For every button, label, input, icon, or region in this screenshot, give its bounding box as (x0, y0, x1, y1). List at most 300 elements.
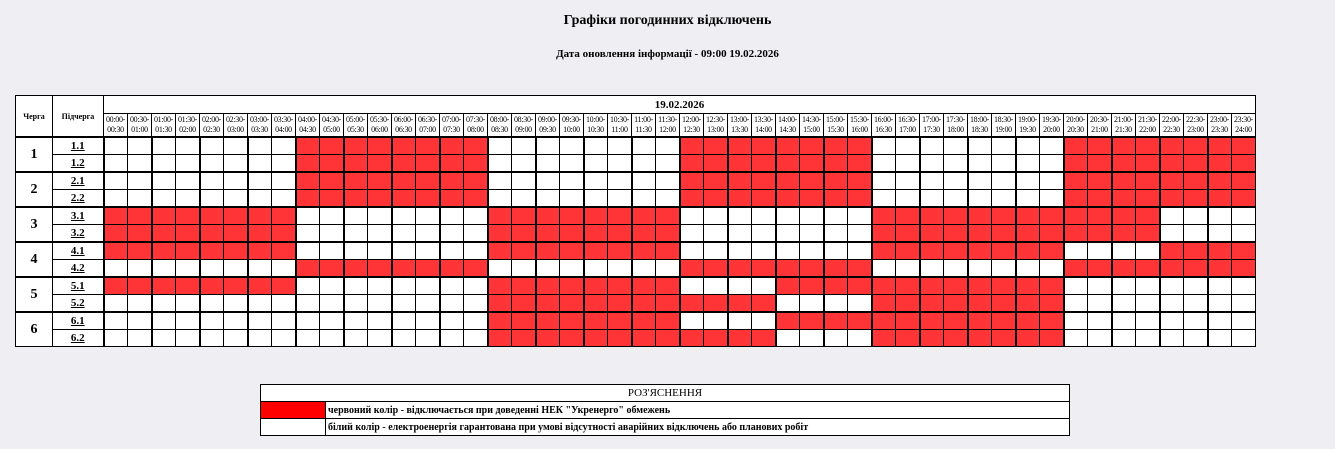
table-row (16, 330, 1256, 347)
outage-cell (272, 207, 296, 225)
outage-cell (1112, 172, 1136, 190)
outage-cell (776, 260, 800, 278)
legend-row-red (261, 402, 1070, 419)
outage-cell (1040, 277, 1064, 295)
time-slot-start: 00:30- (129, 115, 150, 124)
power-cell (656, 260, 680, 278)
outage-cell (320, 172, 344, 190)
power-cell (344, 330, 368, 347)
power-cell (944, 172, 968, 190)
subqueue-link[interactable]: 5.2 (53, 295, 104, 313)
power-cell (464, 295, 488, 313)
power-cell (392, 242, 416, 260)
power-cell (1160, 277, 1184, 295)
outage-cell (728, 155, 752, 173)
outage-cell (152, 277, 176, 295)
power-cell (536, 260, 560, 278)
time-slot-start: 16:30- (897, 115, 918, 124)
time-slot-end: 14:00 (755, 125, 772, 134)
subqueue-link[interactable]: 3.2 (53, 225, 104, 243)
outage-cell (512, 330, 536, 347)
time-slot-header (464, 114, 488, 138)
outage-cell (392, 190, 416, 208)
power-cell (560, 172, 584, 190)
outage-cell (272, 225, 296, 243)
power-cell (1136, 330, 1160, 347)
power-cell (368, 330, 392, 347)
outage-cell (272, 277, 296, 295)
outage-cell (872, 207, 896, 225)
power-cell (584, 190, 608, 208)
power-cell (104, 312, 128, 330)
time-slot-end: 02:30 (203, 125, 220, 134)
subqueue-link[interactable]: 4.1 (53, 242, 104, 260)
time-slot-end: 23:30 (1211, 125, 1228, 134)
power-cell (416, 330, 440, 347)
subqueue-link[interactable]: 2.1 (53, 172, 104, 190)
power-cell (272, 172, 296, 190)
outage-cell (848, 260, 872, 278)
power-cell (272, 155, 296, 173)
outage-cell (896, 312, 920, 330)
subqueue-link[interactable]: 2.2 (53, 190, 104, 208)
outage-cell (392, 260, 416, 278)
outage-cell (584, 225, 608, 243)
power-cell (320, 312, 344, 330)
power-cell (608, 190, 632, 208)
power-cell (1112, 277, 1136, 295)
power-cell (752, 207, 776, 225)
time-slot-end: 17:00 (899, 125, 916, 134)
time-slot-start: 09:00- (537, 115, 558, 124)
outage-cell (296, 172, 320, 190)
time-slot-end: 20:30 (1067, 125, 1084, 134)
outage-cell (1064, 172, 1088, 190)
power-cell (248, 190, 272, 208)
outage-cell (536, 277, 560, 295)
power-cell (584, 155, 608, 173)
time-slot-header (752, 114, 776, 138)
time-slot-start: 12:30- (705, 115, 726, 124)
outage-cell (1088, 207, 1112, 225)
outage-cell (1184, 137, 1208, 155)
outage-cell (680, 295, 704, 313)
time-slot-header (632, 114, 656, 138)
outage-cell (920, 225, 944, 243)
power-cell (824, 295, 848, 313)
time-slot-header (536, 114, 560, 138)
time-slot-header (200, 114, 224, 138)
time-slot-end: 03:00 (227, 125, 244, 134)
time-slot-start: 19:30- (1041, 115, 1062, 124)
power-cell (392, 277, 416, 295)
outage-cell (128, 225, 152, 243)
outage-cell (632, 312, 656, 330)
outage-cell (944, 225, 968, 243)
power-cell (224, 330, 248, 347)
outage-cell (1064, 207, 1088, 225)
outage-cell (536, 242, 560, 260)
outage-cell (992, 277, 1016, 295)
outage-cell (944, 242, 968, 260)
power-cell (200, 137, 224, 155)
outage-cell (1136, 137, 1160, 155)
outage-cell (1088, 155, 1112, 173)
outage-cell (1112, 260, 1136, 278)
power-cell (488, 260, 512, 278)
outage-cell (656, 295, 680, 313)
power-cell (176, 295, 200, 313)
power-cell (1208, 330, 1232, 347)
power-cell (440, 242, 464, 260)
time-slot-end: 01:30 (155, 125, 172, 134)
power-cell (920, 172, 944, 190)
time-slot-end: 12:30 (683, 125, 700, 134)
outage-cell (968, 330, 992, 347)
outage-cell (584, 312, 608, 330)
outage-cell (560, 242, 584, 260)
outage-cell (656, 330, 680, 347)
power-cell (632, 155, 656, 173)
power-cell (848, 295, 872, 313)
header-row-date (16, 96, 1256, 114)
legend-header-row (261, 385, 1070, 402)
outage-cell (1136, 225, 1160, 243)
power-cell (224, 312, 248, 330)
outage-cell (1208, 260, 1232, 278)
outage-cell (608, 277, 632, 295)
outage-cell (1136, 172, 1160, 190)
outage-cell (488, 207, 512, 225)
outage-cell (968, 242, 992, 260)
power-cell (968, 137, 992, 155)
power-cell (152, 260, 176, 278)
power-cell (560, 190, 584, 208)
subqueue-link[interactable]: 6.1 (53, 312, 104, 330)
outage-cell (200, 207, 224, 225)
outage-cell (968, 295, 992, 313)
power-cell (1040, 190, 1064, 208)
outage-cell (800, 172, 824, 190)
power-cell (968, 172, 992, 190)
subqueue-link[interactable]: 6.2 (53, 330, 104, 347)
power-cell (440, 295, 464, 313)
power-cell (1184, 277, 1208, 295)
subqueue-link[interactable]: 3.1 (53, 207, 104, 225)
outage-cell (224, 242, 248, 260)
outage-cell (200, 225, 224, 243)
time-slot-start: 22:00- (1161, 115, 1182, 124)
power-cell (128, 330, 152, 347)
power-cell (344, 312, 368, 330)
header-subqueue: Підчерга (53, 96, 104, 138)
power-cell (1088, 312, 1112, 330)
outage-cell (896, 277, 920, 295)
power-cell (872, 190, 896, 208)
power-cell (920, 155, 944, 173)
outage-cell (416, 190, 440, 208)
time-slot-header (1184, 114, 1208, 138)
subqueue-link[interactable]: 4.2 (53, 260, 104, 278)
time-slot-start: 11:30- (658, 115, 677, 124)
power-cell (896, 172, 920, 190)
outage-cell (536, 295, 560, 313)
time-slot-header (872, 114, 896, 138)
outage-cell (608, 295, 632, 313)
power-cell (104, 295, 128, 313)
power-cell (1232, 225, 1256, 243)
power-cell (368, 295, 392, 313)
outage-cell (464, 190, 488, 208)
outage-cell (1232, 190, 1256, 208)
power-cell (488, 172, 512, 190)
outage-cell (944, 207, 968, 225)
time-slot-header (1016, 114, 1040, 138)
outage-cell (1184, 260, 1208, 278)
time-slot-end: 00:30 (107, 125, 124, 134)
power-cell (272, 190, 296, 208)
outage-cell (560, 225, 584, 243)
power-cell (704, 242, 728, 260)
power-cell (248, 312, 272, 330)
time-slot-header (680, 114, 704, 138)
outage-cell (800, 260, 824, 278)
header-queue: Черга (16, 96, 53, 138)
power-cell (944, 190, 968, 208)
outage-cell (344, 172, 368, 190)
power-cell (272, 330, 296, 347)
outage-cell (464, 260, 488, 278)
power-cell (536, 137, 560, 155)
power-cell (248, 295, 272, 313)
outage-cell (128, 242, 152, 260)
power-cell (104, 137, 128, 155)
outage-cell (776, 172, 800, 190)
power-cell (416, 207, 440, 225)
time-slot-start: 06:00- (393, 115, 414, 124)
power-cell (1184, 312, 1208, 330)
power-cell (488, 155, 512, 173)
power-cell (176, 137, 200, 155)
time-slot-header (512, 114, 536, 138)
outage-cell (1208, 190, 1232, 208)
outage-cell (824, 172, 848, 190)
outage-cell (1232, 137, 1256, 155)
time-slot-end: 04:00 (275, 125, 292, 134)
power-cell (1208, 295, 1232, 313)
queue-label: 4 (16, 242, 53, 277)
outage-cell (704, 155, 728, 173)
outage-cell (632, 207, 656, 225)
outage-cell (176, 207, 200, 225)
outage-cell (1064, 260, 1088, 278)
power-cell (1040, 172, 1064, 190)
time-slot-start: 13:30- (753, 115, 774, 124)
power-cell (416, 277, 440, 295)
outage-cell (1112, 190, 1136, 208)
outage-cell (608, 207, 632, 225)
outage-cell (944, 277, 968, 295)
time-slot-end: 11:00 (611, 125, 628, 134)
power-cell (296, 225, 320, 243)
time-slot-start: 05:00- (345, 115, 366, 124)
outage-cell (848, 155, 872, 173)
power-cell (1040, 155, 1064, 173)
outage-cell (104, 207, 128, 225)
time-slot-start: 18:00- (969, 115, 990, 124)
time-slot-end: 17:30 (923, 125, 940, 134)
time-slot-start: 17:00- (921, 115, 942, 124)
outage-cell (656, 207, 680, 225)
outage-cell (800, 137, 824, 155)
outage-cell (464, 137, 488, 155)
outage-cell (992, 225, 1016, 243)
outage-cell (704, 190, 728, 208)
time-slot-start: 04:30- (321, 115, 342, 124)
time-slot-header (248, 114, 272, 138)
outage-cell (752, 190, 776, 208)
power-cell (1112, 330, 1136, 347)
outage-cell (704, 330, 728, 347)
power-cell (464, 225, 488, 243)
outage-cell (632, 277, 656, 295)
time-slot-end: 16:30 (875, 125, 892, 134)
power-cell (176, 190, 200, 208)
power-cell (1160, 312, 1184, 330)
power-cell (920, 190, 944, 208)
time-slot-header (1136, 114, 1160, 138)
time-slot-header (992, 114, 1016, 138)
power-cell (176, 312, 200, 330)
outage-cell (1040, 330, 1064, 347)
power-cell (368, 277, 392, 295)
time-slot-start: 14:00- (777, 115, 798, 124)
outage-cell (656, 312, 680, 330)
time-slot-header (392, 114, 416, 138)
outage-cell (896, 225, 920, 243)
outage-cell (560, 277, 584, 295)
time-slot-header (1088, 114, 1112, 138)
outage-cell (1160, 172, 1184, 190)
outage-cell (464, 155, 488, 173)
time-slot-start: 17:30- (945, 115, 966, 124)
power-cell (128, 260, 152, 278)
time-slot-start: 07:00- (441, 115, 462, 124)
outage-cell (464, 172, 488, 190)
outage-cell (1160, 155, 1184, 173)
power-cell (656, 137, 680, 155)
power-cell (1016, 155, 1040, 173)
schedule-date: 19.02.2026 (104, 96, 1256, 114)
power-cell (368, 207, 392, 225)
time-slot-end: 23:00 (1187, 125, 1204, 134)
power-cell (152, 190, 176, 208)
outage-cell (512, 312, 536, 330)
outage-cell (1016, 312, 1040, 330)
time-slot-header (968, 114, 992, 138)
table-row (16, 172, 1256, 190)
outage-cell (560, 330, 584, 347)
power-cell (320, 295, 344, 313)
outage-cell (344, 190, 368, 208)
time-slot-header (944, 114, 968, 138)
time-slot-header (1232, 114, 1256, 138)
outage-cell (896, 330, 920, 347)
outage-cell (968, 312, 992, 330)
outage-cell (1184, 190, 1208, 208)
power-cell (368, 225, 392, 243)
outage-cell (392, 172, 416, 190)
power-cell (1208, 207, 1232, 225)
outage-cell (968, 225, 992, 243)
power-cell (1232, 295, 1256, 313)
power-cell (560, 137, 584, 155)
power-cell (1136, 312, 1160, 330)
outage-cell (1064, 190, 1088, 208)
outage-cell (632, 330, 656, 347)
time-slot-end: 06:30 (395, 125, 412, 134)
time-slot-header (704, 114, 728, 138)
outage-cell (416, 155, 440, 173)
subqueue-link[interactable]: 1.1 (53, 137, 104, 155)
time-slot-start: 07:30- (465, 115, 486, 124)
outage-cell (320, 137, 344, 155)
outage-cell (704, 260, 728, 278)
outage-cell (968, 207, 992, 225)
time-slot-start: 08:30- (513, 115, 534, 124)
outage-cell (368, 172, 392, 190)
power-cell (320, 242, 344, 260)
outage-cell (488, 295, 512, 313)
outage-cell (680, 137, 704, 155)
power-cell (1016, 137, 1040, 155)
power-cell (272, 312, 296, 330)
time-slot-header (848, 114, 872, 138)
outage-cell (1208, 155, 1232, 173)
power-cell (776, 242, 800, 260)
time-slot-end: 10:30 (587, 125, 604, 134)
power-cell (296, 242, 320, 260)
outage-cell (1088, 172, 1112, 190)
power-cell (728, 225, 752, 243)
power-cell (1184, 225, 1208, 243)
outage-cell (1040, 225, 1064, 243)
outage-cell (872, 225, 896, 243)
subqueue-link[interactable]: 1.2 (53, 155, 104, 173)
outage-cell (368, 155, 392, 173)
outage-cell (128, 207, 152, 225)
outage-cell (992, 295, 1016, 313)
outage-cell (920, 295, 944, 313)
power-cell (1160, 225, 1184, 243)
outage-cell (224, 277, 248, 295)
outage-cell (392, 155, 416, 173)
power-cell (728, 312, 752, 330)
outage-cell (584, 330, 608, 347)
time-slot-end: 16:00 (851, 125, 868, 134)
time-slot-start: 00:00- (105, 115, 126, 124)
time-slot-header (824, 114, 848, 138)
outage-cell (296, 190, 320, 208)
outage-cell (944, 295, 968, 313)
outage-cell (704, 295, 728, 313)
time-slot-end: 12:00 (659, 125, 676, 134)
subqueue-link[interactable]: 5.1 (53, 277, 104, 295)
outage-cell (152, 207, 176, 225)
outage-cell (512, 242, 536, 260)
outage-cell (248, 207, 272, 225)
power-cell (464, 207, 488, 225)
